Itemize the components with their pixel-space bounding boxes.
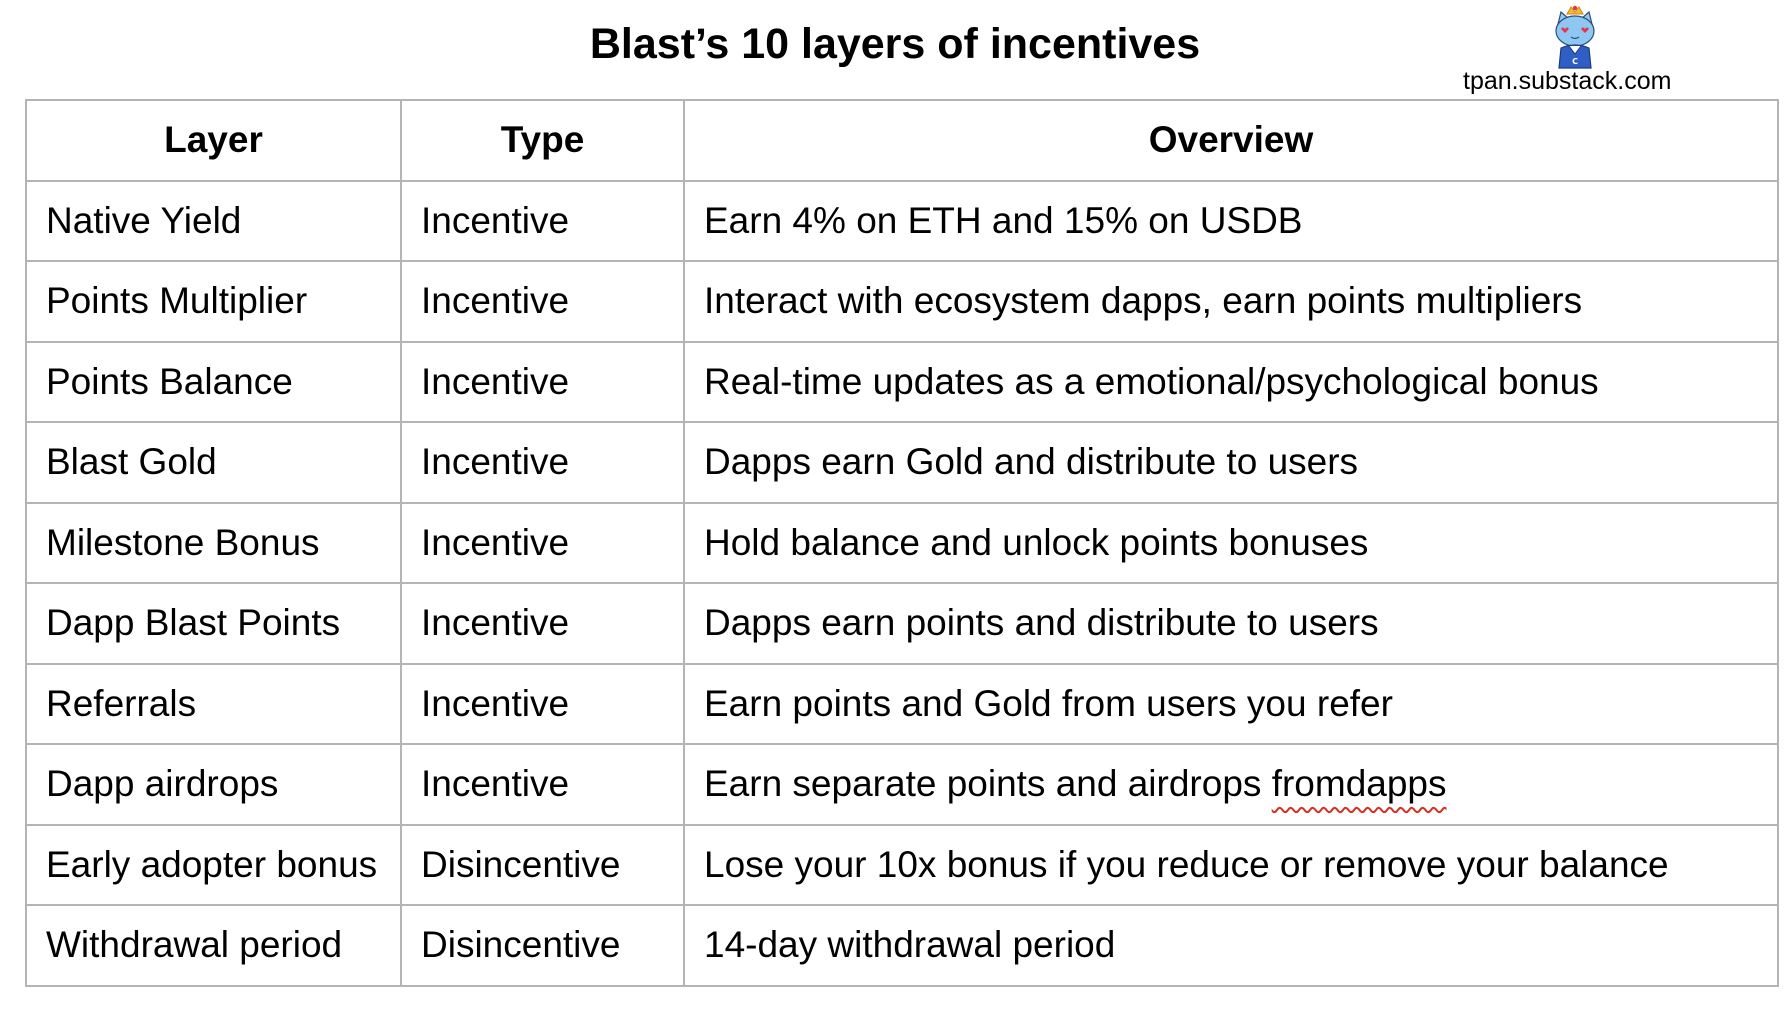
- column-header-type: Type: [401, 100, 684, 181]
- cell-type: Incentive: [401, 261, 684, 342]
- page-title: Blast’s 10 layers of incentives: [589, 20, 1201, 68]
- cell-layer: Dapp airdrops: [26, 744, 401, 825]
- cell-layer: Early adopter bonus: [26, 825, 401, 906]
- overview-text: Dapps earn points and distribute to users: [704, 602, 1379, 644]
- cell-overview: [684, 583, 1778, 664]
- cell-type: Incentive: [401, 342, 684, 423]
- table-row: [26, 744, 1778, 825]
- cell-layer: Referrals: [26, 664, 401, 745]
- cell-overview: [684, 825, 1778, 906]
- cat-mascot-icon: [1545, 4, 1605, 70]
- cell-layer: Dapp Blast Points: [26, 583, 401, 664]
- cell-type: Incentive: [401, 744, 684, 825]
- cell-layer: Points Multiplier: [26, 261, 401, 342]
- cell-type: Incentive: [401, 503, 684, 584]
- table-row: [26, 261, 1778, 342]
- cell-overview: [684, 503, 1778, 584]
- svg-text:C: C: [1572, 57, 1578, 66]
- cell-layer: Milestone Bonus: [26, 503, 401, 584]
- cell-layer: Points Balance: [26, 342, 401, 423]
- overview-text: Earn points and Gold from users you refer: [704, 682, 1393, 724]
- watermark-text: tpan.substack.com: [1463, 67, 1672, 95]
- cell-type: Disincentive: [401, 905, 684, 986]
- table-row: [26, 905, 1778, 986]
- overview-text: Lose your 10x bonus if you reduce or remove your balance: [704, 843, 1669, 885]
- cell-type: Incentive: [401, 583, 684, 664]
- overview-text: Interact with ecosystem dapps, earn points multipliers: [704, 280, 1583, 322]
- table-row: [26, 664, 1778, 745]
- cell-type: Disincentive: [401, 825, 684, 906]
- cell-layer: Native Yield: [26, 181, 401, 262]
- cell-overview: [684, 664, 1778, 745]
- table-row: [26, 181, 1778, 262]
- cell-type: Incentive: [401, 181, 684, 262]
- cell-overview: [684, 342, 1778, 423]
- overview-text: Hold balance and unlock points bonuses: [704, 521, 1369, 563]
- cell-overview: [684, 181, 1778, 262]
- cell-type: Incentive: [401, 664, 684, 745]
- column-header-overview: Overview: [684, 100, 1778, 181]
- table-row: [26, 503, 1778, 584]
- overview-text: 14-day withdrawal period: [704, 924, 1116, 966]
- table-row: [26, 583, 1778, 664]
- column-header-layer: Layer: [26, 100, 401, 181]
- table-header-row: [26, 100, 1778, 181]
- cell-layer: Blast Gold: [26, 422, 401, 503]
- cell-overview: [684, 422, 1778, 503]
- incentives-table: [25, 99, 1779, 987]
- table-row: [26, 825, 1778, 906]
- overview-text: Real-time updates as a emotional/psychological bonus: [704, 360, 1599, 402]
- overview-text: Earn 4% on ETH and 15% on USDB: [704, 199, 1303, 241]
- cell-overview: [684, 261, 1778, 342]
- table-row: [26, 342, 1778, 423]
- overview-text: Dapps earn Gold and distribute to users: [704, 441, 1359, 483]
- cell-type: Incentive: [401, 422, 684, 503]
- spellcheck-flagged-word: fromdapps: [1271, 763, 1447, 805]
- cell-layer: Withdrawal period: [26, 905, 401, 986]
- overview-text: Earn separate points and airdrops: [704, 763, 1272, 805]
- cell-overview: [684, 744, 1778, 825]
- table-row: [26, 422, 1778, 503]
- cell-overview: [684, 905, 1778, 986]
